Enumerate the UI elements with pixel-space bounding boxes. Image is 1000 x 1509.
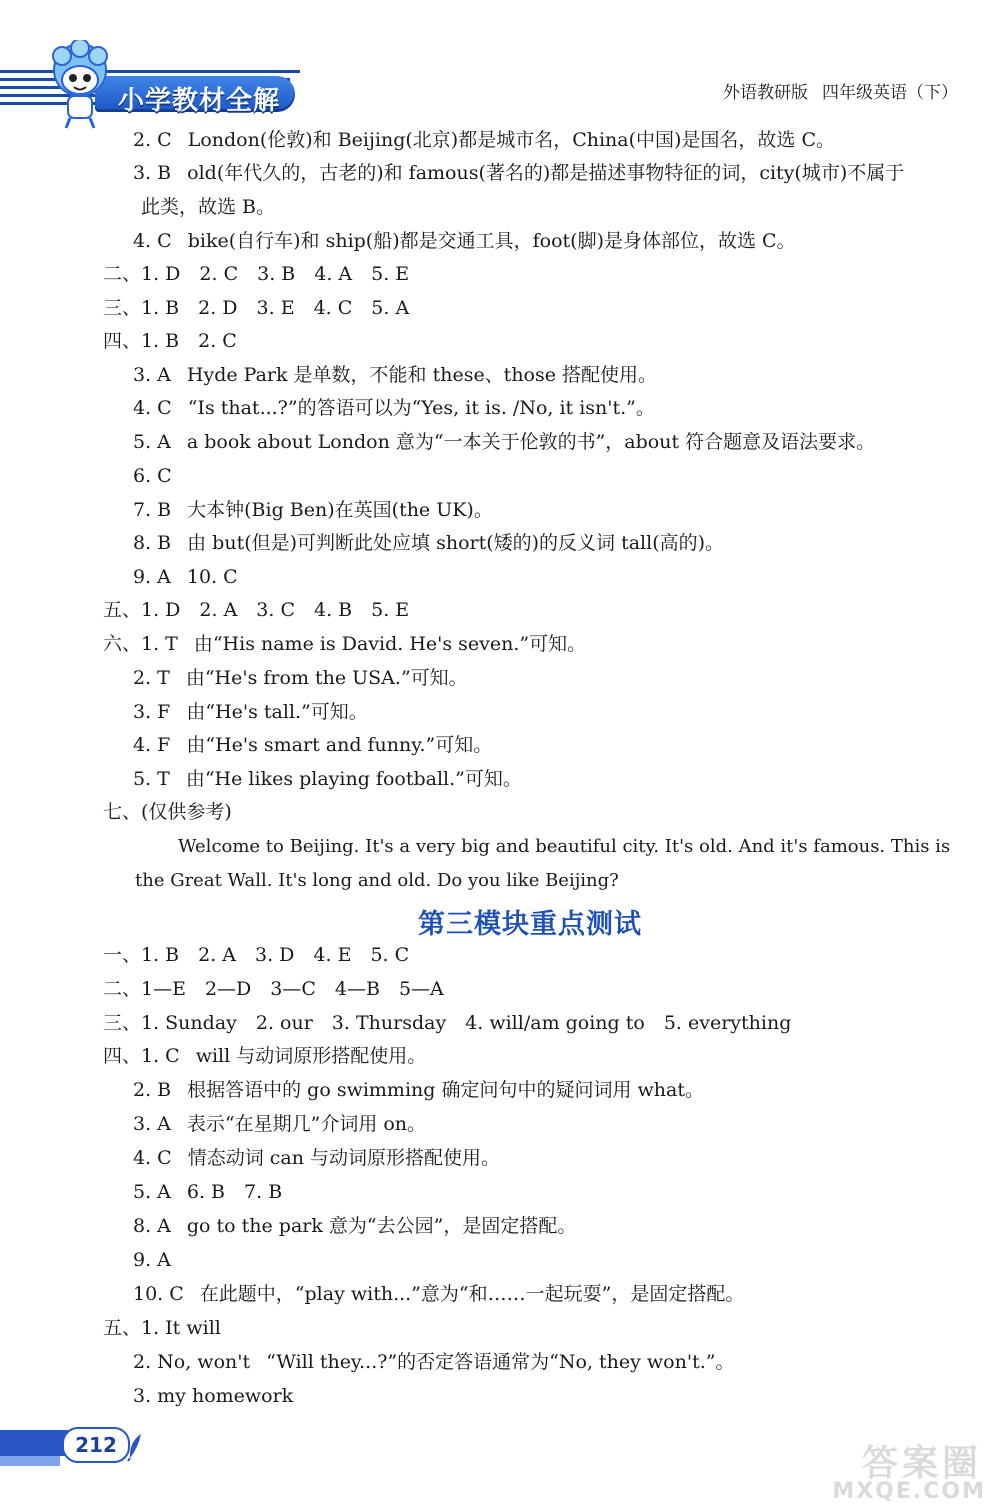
section-line: 四、1. C will 与动词原形搭配使用。 [103,1045,427,1067]
page-number: 212 [62,1427,130,1463]
answer-line: 2. T 由“He's from the USA.”可知。 [133,667,468,689]
essay-line: Welcome to Beijing. It's a very big and beautiful city. It's old. And it's famous. This is [178,836,951,857]
footer-bar [0,1430,70,1456]
answer-line: 10. C 在此题中，“play with...”意为“和……一起玩耍”，是固定搭配。 [133,1283,745,1305]
watermark [800,1435,1000,1509]
edition-label: 外语教研版 [723,83,808,103]
feather-icon [126,1432,144,1462]
section-line: 五、1. It will [103,1317,221,1339]
book-title: 小学教材全解 [118,86,281,116]
answer-line: 2. C London(伦敦)和 Beijing(北京)都是城市名，China(中国)是国名，故选 C。 [133,129,836,151]
answer-line: 5. T 由“He likes playing football.”可知。 [133,768,522,790]
essay-line: the Great Wall. It's long and old. Do you like Beijing? [135,870,619,891]
section-line: 二、1—E 2—D 3—C 4—B 5—A [103,978,444,1000]
answer-line: 7. B 大本钟(Big Ben)在英国(the UK)。 [133,499,493,521]
answer-line: 3. F 由“He's tall.”可知。 [133,701,368,723]
answer-line: 4. C “Is that...?”的答语可以为“Yes, it is. /No, it isn't.”。 [133,397,655,419]
answer-line: 3. B old(年代久的，古老的)和 famous(著名的)都是描述事物特征的词，city(城市)不属于 [133,162,905,184]
answer-line: 3. A Hyde Park 是单数，不能和 these、those 搭配使用。 [133,364,658,386]
watermark-logo-text: 答案圈 [861,1443,982,1484]
footer-bar-light [0,1456,60,1466]
section-title: 第三模块重点测试 [418,909,642,940]
answer-line: 5. A a book about London 意为“一本关于伦敦的书”，about 符合题意及语法要求。 [133,431,876,453]
answer-line: 2. No, won't “Will they...?”的否定答语通常为“No, they won't.”。 [133,1351,735,1373]
section-line: 六、1. T 由“His name is David. He's seven.”可知。 [103,633,587,655]
section-line: 一、1. B 2. A 3. D 4. E 5. C [103,944,410,966]
section-line: 二、1. D 2. C 3. B 4. A 5. E [103,263,410,285]
answer-line: 4. F 由“He's smart and funny.”可知。 [133,734,493,756]
answer-line: 此类，故选 B。 [141,196,276,218]
section-line: 五、1. D 2. A 3. C 4. B 5. E [103,599,410,621]
answer-line: 8. B 由 but(但是)可判断此处应填 short(矮的)的反义词 tall(高的)。 [133,532,725,554]
section-line: 三、1. Sunday 2. our 3. Thursday 4. will/am going to 5. everything [103,1012,792,1034]
watermark-url: MXQE.COM [832,1479,986,1504]
section-line: 四、1. B 2. C [103,330,237,352]
answer-line: 9. A [133,1249,171,1271]
grade-label: 四年级英语（下） [822,83,958,103]
answer-line: 5. A 6. B 7. B [133,1181,283,1203]
answer-line: 3. my homework [133,1385,294,1407]
section-line: 三、1. B 2. D 3. E 4. C 5. A [103,297,410,319]
answer-line: 4. C 情态动词 can 与动词原形搭配使用。 [133,1147,501,1169]
answer-line: 3. A 表示“在星期几”介词用 on。 [133,1113,427,1135]
answer-line: 4. C bike(自行车)和 ship(船)都是交通工具，foot(脚)是身体部位，故选 C。 [133,230,796,252]
answer-line: 9. A 10. C [133,566,238,588]
answer-line: 2. B 根据答语中的 go swimming 确定问句中的疑问词用 what。 [133,1079,704,1101]
answer-line: 8. A go to the park 意为“去公园”，是固定搭配。 [133,1215,577,1237]
section-line: 七、(仅供参考) [103,801,232,823]
answer-line: 6. C [133,465,172,487]
